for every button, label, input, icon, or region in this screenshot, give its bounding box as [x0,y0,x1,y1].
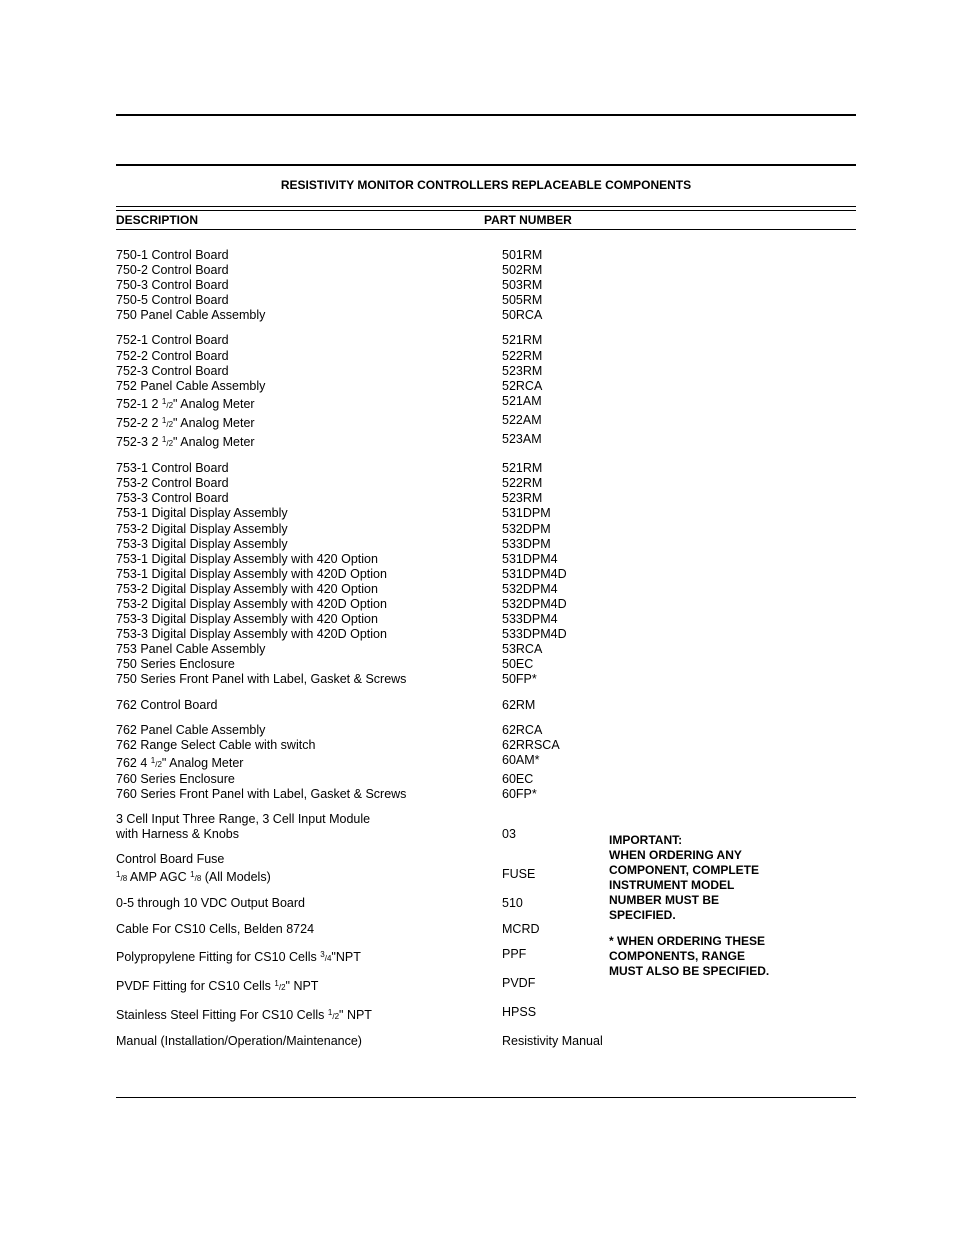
parts-group [116,947,616,966]
table-row [116,432,616,451]
table-row [116,597,616,612]
component-description: 753-3 Digital Display Assembly [116,536,288,551]
component-description: 753-2 Control Board [116,476,229,491]
table-row [116,812,616,827]
component-description: PVDF Fitting for CS10 Cells 1/2" NPT [116,978,319,993]
part-number: 522AM [502,412,542,427]
part-number: 523RM [502,491,543,506]
table-row [116,413,616,432]
component-description: 750 Series Enclosure [116,657,235,672]
table-row [116,491,616,506]
component-description: 1/8 AMP AGC 1/8 (All Models) [116,870,271,885]
table-row [116,753,616,772]
table-row [116,522,616,537]
component-description: 0-5 through 10 VDC Output Board [116,896,306,911]
parts-table [116,248,616,1059]
part-number: HPSS [502,1004,537,1019]
parts-group [116,723,616,802]
part-number: 522RM [502,476,543,491]
table-row [116,976,616,995]
part-number: 522RM [502,348,543,363]
component-description: 752-3 2 1/2" Analog Meter [116,435,255,450]
table-row [116,772,616,787]
parts-group [116,812,616,842]
parts-group [116,333,616,451]
header-top-rule-1 [116,206,856,207]
part-number: 60EC [502,771,534,786]
part-number: 03 [502,827,516,842]
component-description: 752-1 Control Board [116,333,229,348]
component-description: Control Board Fuse [116,852,225,867]
table-row [116,867,616,886]
part-number: 62RM [502,697,536,712]
part-number: 532DPM4 [502,581,558,596]
table-row [116,582,616,597]
component-description: 762 Control Board [116,697,218,712]
table-row [116,476,616,491]
part-number: 60AM* [502,752,540,767]
part-number: 62RRSCA [502,737,560,752]
parts-group [116,976,616,995]
part-number: PVDF [502,975,536,990]
fraction: 1/8 [116,870,128,884]
part-number: 503RM [502,278,543,293]
ordering-notes [609,833,809,990]
table-row [116,552,616,567]
title-top-rule [116,164,856,166]
part-number-header: PART NUMBER [484,213,572,227]
table-row [116,537,616,552]
component-description: 753-2 Digital Display Assembly with 420 Option [116,581,378,596]
part-number: 533DPM4 [502,612,558,627]
component-description: 760 Series Front Panel with Label, Gasket & Screws [116,787,407,801]
table-row [116,922,616,937]
table-row [116,278,616,293]
component-description: 752-2 Control Board [116,348,229,363]
part-number: 531DPM4 [502,551,558,566]
component-description: 752 Panel Cable Assembly [116,378,266,393]
component-description: 750-3 Control Board [116,278,229,293]
parts-group [116,896,616,911]
part-number: 53RCA [502,642,543,657]
bottom-rule [116,1097,856,1098]
table-row [116,852,616,867]
component-description: 753-3 Digital Display Assembly with 420 Option [116,612,378,627]
table-row [116,461,616,476]
table-row [116,627,616,642]
part-number: 50RCA [502,308,543,323]
table-row [116,698,616,713]
component-description: Manual (Installation/Operation/Maintenance) [116,1033,362,1048]
parts-group [116,1005,616,1024]
component-description: 752-3 Control Board [116,363,229,378]
component-description: Stainless Steel Fitting For CS10 Cells 1/2" NPT [116,1007,372,1022]
component-description: 750-1 Control Board [116,248,229,262]
part-number: 60FP* [502,787,537,801]
component-description: 753 Panel Cable Assembly [116,642,266,657]
component-description: 750 Series Front Panel with Label, Gasket & Screws [116,672,407,687]
fraction: 1/2 [274,978,286,992]
fraction: 1/2 [161,435,174,449]
part-number: 510 [502,896,523,911]
parts-group [116,852,616,886]
part-number: MCRD [502,921,540,936]
table-row [116,738,616,753]
part-number: 533DPM4D [502,627,567,642]
table-row [116,1005,616,1024]
table-row [116,248,616,263]
table-row [116,787,616,802]
component-description: 753-1 Digital Display Assembly with 420 Option [116,551,378,566]
table-row [116,364,616,379]
component-description: 750-5 Control Board [116,293,229,308]
table-row [116,333,616,348]
component-description: 762 Range Select Cable with switch [116,737,316,752]
part-number: 521AM [502,393,542,408]
fraction: 1/2 [161,415,174,429]
component-description: 753-3 Digital Display Assembly with 420D Option [116,627,387,642]
part-number: 521RM [502,333,543,348]
part-number: 50EC [502,657,534,672]
part-number: PPF [502,946,527,961]
part-number: Resistivity Manual [502,1033,603,1048]
component-description: 762 Panel Cable Assembly [116,722,266,737]
fraction: 1/2 [150,755,162,769]
table-row [116,379,616,394]
component-description: 762 4 1/2" Analog Meter [116,755,244,770]
component-description: 753-2 Digital Display Assembly with 420D Option [116,596,387,611]
component-description: 753-3 Control Board [116,491,229,506]
part-number: 50FP* [502,672,537,687]
component-description: 753-1 Control Board [116,461,229,476]
component-description: 753-1 Digital Display Assembly with 420D Option [116,566,387,581]
component-description: Cable For CS10 Cells, Belden 8724 [116,921,315,936]
part-number: 531DPM4D [502,566,567,581]
parts-group [116,1034,616,1049]
fraction: 1/2 [161,396,174,410]
table-row [116,827,616,842]
parts-group [116,461,616,687]
part-number: FUSE [502,867,536,882]
part-number: 533DPM [502,536,551,551]
table-row [116,723,616,738]
description-header: DESCRIPTION [116,213,199,227]
part-number: 501RM [502,248,543,262]
component-description: with Harness & Knobs [116,827,239,842]
part-number: 52RCA [502,378,543,393]
header-top-rule-2 [116,210,856,211]
top-rule [116,114,856,116]
parts-group [116,698,616,713]
fraction: 3/4 [320,949,332,963]
part-number: 62RCA [502,722,543,737]
important-note: IMPORTANT: WHEN ORDERING ANY COMPONENT, COMPLETE INSTRUMENT MODEL NUMBER MUST BE SPECIFIED. [609,833,760,922]
part-number: 532DPM [502,521,551,536]
part-number: 531DPM [502,506,551,521]
table-row [116,263,616,278]
component-description: 752-2 2 1/2" Analog Meter [116,415,255,430]
part-number: 521RM [502,461,543,476]
table-row [116,293,616,308]
component-description: Polypropylene Fitting for CS10 Cells 3/4"NPT [116,949,361,964]
table-row [116,672,616,687]
table-row [116,642,616,657]
table-row [116,896,616,911]
part-number: 502RM [502,263,543,278]
parts-group [116,248,616,323]
header-bottom-rule [116,229,856,230]
table-row [116,947,616,966]
part-number: 532DPM4D [502,596,567,611]
asterisk-note: * WHEN ORDERING THESE COMPONENTS, RANGE MUST ALSO BE SPECIFIED. [609,934,770,978]
table-row [116,506,616,521]
part-number: 505RM [502,293,543,308]
component-description: 752-1 2 1/2" Analog Meter [116,396,255,411]
table-row [116,612,616,627]
parts-group [116,922,616,937]
component-description: 3 Cell Input Three Range, 3 Cell Input Module [116,812,371,827]
table-row [116,394,616,413]
fraction: 1/8 [190,870,202,884]
component-description: 753-1 Digital Display Assembly [116,506,288,521]
table-row [116,308,616,323]
fraction: 1/2 [327,1007,340,1021]
part-number: 523RM [502,363,543,378]
page-title: RESISTIVITY MONITOR CONTROLLERS REPLACEABLE COMPONENTS [280,178,692,192]
component-description: 753-2 Digital Display Assembly [116,521,288,536]
component-description: 750-2 Control Board [116,263,229,278]
table-row [116,1034,616,1049]
table-row [116,349,616,364]
table-row [116,657,616,672]
component-description: 760 Series Enclosure [116,771,235,786]
part-number: 523AM [502,432,542,447]
table-row [116,567,616,582]
component-description: 750 Panel Cable Assembly [116,308,266,323]
